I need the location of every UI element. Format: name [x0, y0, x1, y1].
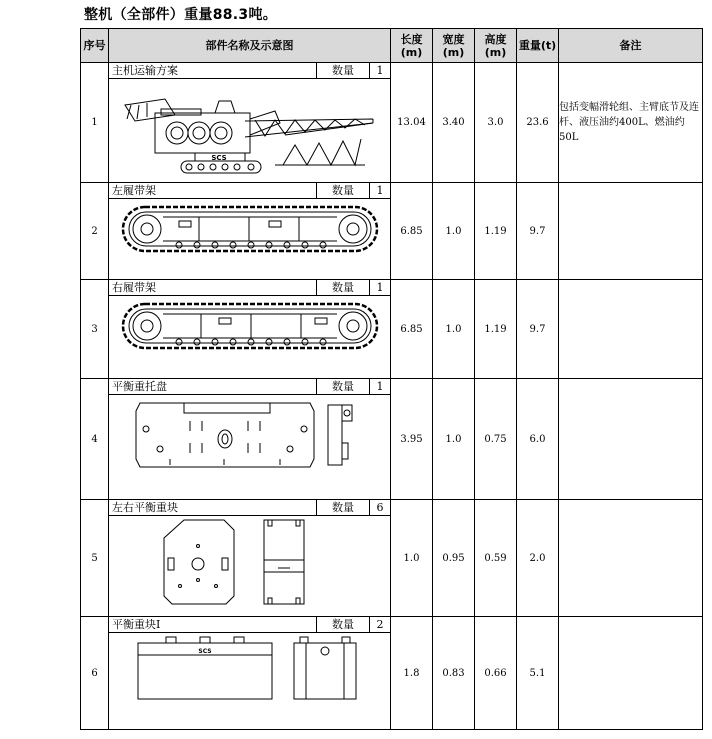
side-counterweight-drawing [160, 516, 340, 608]
part-name: 左履带架 [109, 183, 317, 198]
part-cell [109, 63, 391, 183]
table-row [81, 280, 703, 379]
row-width: 1.0 [433, 379, 475, 500]
row-height: 0.59 [475, 500, 517, 617]
part-cell [109, 183, 391, 280]
crane-badge-text: SCS [210, 154, 227, 162]
row-note: 包括变幅滑轮组、主臂底节及连杆、液压油约400L、燃油约50L [559, 63, 703, 183]
row-width: 0.95 [433, 500, 475, 617]
crane-drawing [115, 79, 385, 179]
row-length: 13.04 [391, 63, 433, 183]
row-height: 1.19 [475, 280, 517, 379]
row-weight: 2.0 [517, 500, 559, 617]
row-weight: 5.1 [517, 617, 559, 730]
header-name: 部件名称及示意图 [109, 29, 391, 63]
header-width: 宽度(m) [433, 29, 475, 63]
row-width: 1.0 [433, 183, 475, 280]
row-note [559, 617, 703, 730]
header-length: 长度(m) [391, 29, 433, 63]
row-height: 0.66 [475, 617, 517, 730]
row-length: 3.95 [391, 379, 433, 500]
row-note [559, 379, 703, 500]
counterweight-block-drawing [130, 633, 370, 703]
row-height: 3.0 [475, 63, 517, 183]
table-row [81, 63, 703, 183]
part-name: 平衡重块Ⅰ [109, 617, 317, 632]
row-weight: 9.7 [517, 183, 559, 280]
row-width: 0.83 [433, 617, 475, 730]
row-note [559, 183, 703, 280]
row-height: 0.75 [475, 379, 517, 500]
row-no: 4 [81, 379, 109, 500]
header-height: 高度(m) [475, 29, 517, 63]
row-length: 1.8 [391, 617, 433, 730]
qty-label: 数量 [317, 617, 370, 632]
row-no: 3 [81, 280, 109, 379]
part-name: 主机运输方案 [109, 63, 317, 78]
row-width: 3.40 [433, 63, 475, 183]
row-length: 6.85 [391, 280, 433, 379]
row-height: 1.19 [475, 183, 517, 280]
part-cell [109, 617, 391, 730]
qty-label: 数量 [317, 63, 370, 78]
qty-value: 1 [376, 184, 384, 197]
table-row [81, 617, 703, 730]
block-badge-text: SCS [197, 648, 212, 655]
part-cell [109, 500, 391, 617]
left-track-drawing [119, 199, 381, 259]
row-weight: 9.7 [517, 280, 559, 379]
part-name: 平衡重托盘 [109, 379, 317, 394]
counterweight-tray-drawing [130, 395, 370, 475]
qty-value: 1 [376, 64, 384, 77]
row-note [559, 500, 703, 617]
component-table [80, 28, 703, 730]
table-row [81, 379, 703, 500]
part-name: 右履带架 [109, 280, 317, 295]
row-length: 6.85 [391, 183, 433, 280]
header-note: 备注 [559, 29, 703, 63]
table-row [81, 500, 703, 617]
row-no: 2 [81, 183, 109, 280]
part-name: 左右平衡重块 [109, 500, 317, 515]
row-note [559, 280, 703, 379]
row-no: 5 [81, 500, 109, 617]
row-length: 1.0 [391, 500, 433, 617]
part-cell [109, 379, 391, 500]
qty-value: 1 [376, 380, 384, 393]
row-no: 1 [81, 63, 109, 183]
qty-label: 数量 [317, 183, 370, 198]
row-width: 1.0 [433, 280, 475, 379]
qty-value: 1 [376, 281, 384, 294]
qty-label: 数量 [317, 280, 370, 295]
qty-label: 数量 [317, 500, 370, 515]
table-row [81, 183, 703, 280]
row-weight: 23.6 [517, 63, 559, 183]
qty-value: 2 [376, 618, 384, 631]
header-weight: 重量(t) [517, 29, 559, 63]
header-no: 序号 [81, 29, 109, 63]
qty-label: 数量 [317, 379, 370, 394]
part-cell [109, 280, 391, 379]
right-track-drawing [119, 296, 381, 356]
row-weight: 6.0 [517, 379, 559, 500]
page-heading: 整机（全部件）重量88.3吨。 [84, 7, 278, 23]
qty-value: 6 [376, 501, 384, 514]
row-no: 6 [81, 617, 109, 730]
table-header-row [81, 29, 703, 63]
